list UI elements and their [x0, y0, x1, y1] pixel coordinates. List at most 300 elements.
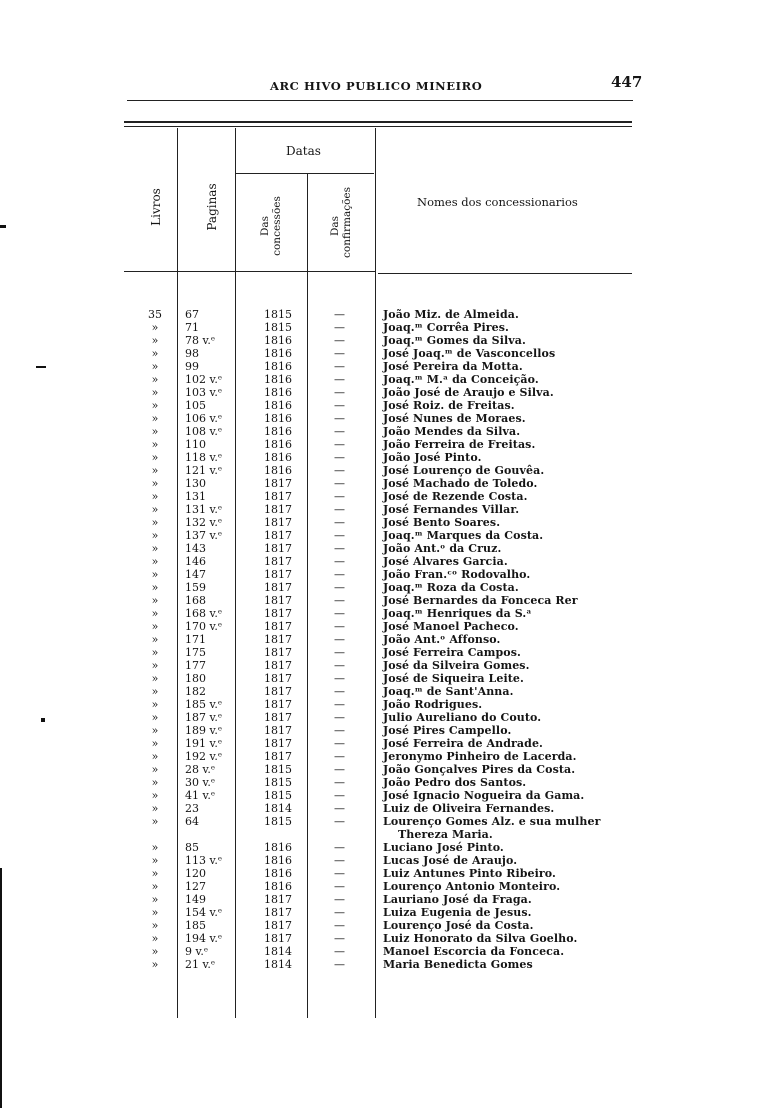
- confirmacao-cell: —: [334, 412, 345, 425]
- confirmacao-cell: —: [334, 568, 345, 581]
- pagina-cell: 147: [185, 568, 206, 581]
- table-row: [0, 906, 773, 919]
- pagina-cell: 146: [185, 555, 206, 568]
- confirmacao-cell: —: [334, 698, 345, 711]
- table-row: [0, 581, 773, 594]
- pagina-cell: 131: [185, 490, 206, 503]
- nome-cell: João Ant.ᵒ Affonso.: [383, 633, 501, 646]
- nome-cell: José Ignacio Nogueira da Gama.: [383, 789, 585, 802]
- livro-cell: »: [151, 776, 159, 789]
- nome-cell: Julio Aureliano do Couto.: [383, 711, 542, 724]
- pagina-cell: 30 v.ᵉ: [185, 776, 216, 789]
- pagina-cell: 159: [185, 581, 206, 594]
- table-row: [0, 607, 773, 620]
- pagina-cell: 192 v.ᵉ: [185, 750, 223, 763]
- nome-cell: João José de Araujo e Silva.: [383, 386, 554, 399]
- concessao-cell: 1815: [264, 815, 292, 828]
- livro-cell: »: [151, 594, 159, 607]
- concessao-cell: 1815: [264, 308, 292, 321]
- concessao-cell: 1817: [264, 594, 292, 607]
- confirmacao-cell: —: [334, 477, 345, 490]
- table-row: [0, 750, 773, 763]
- livro-cell: »: [151, 659, 159, 672]
- col-header-confirmacoes: [329, 186, 353, 266]
- pagina-cell: 67: [185, 308, 199, 321]
- confirmacao-cell: —: [334, 516, 345, 529]
- table-row: [0, 503, 773, 516]
- nome-cell: João Ferreira de Freitas.: [383, 438, 536, 451]
- concessao-cell: 1817: [264, 620, 292, 633]
- livro-cell: »: [151, 360, 159, 373]
- livro-cell: »: [151, 451, 159, 464]
- nome-cell: Lourenço Gomes Alz. e sua mulher: [383, 815, 601, 828]
- pagina-cell: 187 v.ᵉ: [185, 711, 223, 724]
- concessao-cell: 1816: [264, 399, 292, 412]
- concessao-cell: 1815: [264, 776, 292, 789]
- confirmacao-cell: —: [334, 633, 345, 646]
- livro-cell: »: [151, 815, 159, 828]
- nome-cell: José Machado de Toledo.: [383, 477, 538, 490]
- pagina-cell: 78 v.ᵉ: [185, 334, 216, 347]
- livro-cell: »: [151, 321, 159, 334]
- concessao-cell: 1816: [264, 386, 292, 399]
- concessao-cell: 1816: [264, 412, 292, 425]
- livro-cell: »: [151, 750, 159, 763]
- table-row: [0, 334, 773, 347]
- header-bottom-rule-left: [124, 271, 376, 272]
- confirmacao-cell: —: [334, 646, 345, 659]
- nome-cell: João Mendes da Silva.: [383, 425, 521, 438]
- table-row: [0, 685, 773, 698]
- nome-cell: João Gonçalves Pires da Costa.: [383, 763, 576, 776]
- livro-cell: »: [151, 542, 159, 555]
- confirmacao-cell: —: [334, 880, 345, 893]
- table-row: [0, 932, 773, 945]
- livro-cell: »: [151, 581, 159, 594]
- nome-cell: José da Silveira Gomes.: [383, 659, 530, 672]
- table-row: [0, 321, 773, 334]
- pagina-cell: 64: [185, 815, 199, 828]
- confirmacao-cell: —: [334, 347, 345, 360]
- nome-cell: João Rodrigues.: [383, 698, 483, 711]
- livro-cell: »: [151, 412, 159, 425]
- col-header-confirmacoes-text: Das confirmações: [329, 186, 353, 258]
- livro-cell: »: [151, 867, 159, 880]
- pagina-cell: 23: [185, 802, 199, 815]
- pagina-cell: 113 v.ᵉ: [185, 854, 223, 867]
- confirmacao-cell: —: [334, 438, 345, 451]
- header-bottom-rule-right: [378, 273, 632, 274]
- nome-cell: Lauriano José da Fraga.: [383, 893, 532, 906]
- livro-cell: »: [151, 373, 159, 386]
- concessao-cell: 1817: [264, 724, 292, 737]
- table-row: [0, 672, 773, 685]
- nome-cell: Lourenço José da Costa.: [383, 919, 534, 932]
- pagina-cell: 177: [185, 659, 206, 672]
- pagina-cell: 105: [185, 399, 206, 412]
- livro-cell: 35: [148, 308, 162, 321]
- running-header-title: ARC HIVO PUBLICO MINEIRO: [270, 79, 483, 93]
- nome-cell: Joaq.ᵐ Marques da Costa.: [383, 529, 544, 542]
- pagina-cell: 131 v.ᵉ: [185, 503, 223, 516]
- confirmacao-cell: —: [334, 958, 345, 971]
- nome-cell: Joaq.ᵐ de Sant'Anna.: [383, 685, 514, 698]
- confirmacao-cell: —: [334, 802, 345, 815]
- table-row: [0, 490, 773, 503]
- confirmacao-cell: —: [334, 425, 345, 438]
- nome-cell: José Ferreira de Andrade.: [383, 737, 543, 750]
- nome-cell: Joaq.ᵐ Roza da Costa.: [383, 581, 519, 594]
- concessao-cell: 1816: [264, 464, 292, 477]
- datas-group-header: [286, 144, 321, 158]
- nome-cell: João José Pinto.: [383, 451, 482, 464]
- concessao-cell: 1817: [264, 659, 292, 672]
- table-row: [0, 854, 773, 867]
- pagina-cell: 185 v.ᵉ: [185, 698, 223, 711]
- nome-cell: José Pires Campello.: [383, 724, 512, 737]
- livro-cell: »: [151, 763, 159, 776]
- concessao-cell: 1814: [264, 945, 292, 958]
- confirmacao-cell: —: [334, 373, 345, 386]
- livro-cell: »: [151, 672, 159, 685]
- livro-cell: »: [151, 555, 159, 568]
- table-row: [0, 308, 773, 321]
- nome-cell: José Nunes de Moraes.: [383, 412, 526, 425]
- pagina-cell: 108 v.ᵉ: [185, 425, 223, 438]
- table-top-rule: [124, 121, 632, 123]
- table-row: [0, 373, 773, 386]
- concessao-cell: 1814: [264, 958, 292, 971]
- confirmacao-cell: —: [334, 672, 345, 685]
- confirmacao-cell: —: [334, 854, 345, 867]
- livro-cell: »: [151, 464, 159, 477]
- livro-cell: »: [151, 646, 159, 659]
- concessao-cell: 1817: [264, 581, 292, 594]
- confirmacao-cell: —: [334, 464, 345, 477]
- concessao-cell: 1817: [264, 646, 292, 659]
- livro-cell: »: [151, 503, 159, 516]
- confirmacao-cell: —: [334, 932, 345, 945]
- concessao-cell: 1816: [264, 880, 292, 893]
- concessao-cell: 1817: [264, 893, 292, 906]
- nome-cell: Joaq.ᵐ Gomes da Silva.: [383, 334, 526, 347]
- nome-cell: João Pedro dos Santos.: [383, 776, 527, 789]
- table-row: [0, 841, 773, 854]
- table-row: [0, 399, 773, 412]
- confirmacao-cell: —: [334, 607, 345, 620]
- pagina-cell: 103 v.ᵉ: [185, 386, 223, 399]
- livro-cell: »: [151, 945, 159, 958]
- pagina-cell: 41 v.ᵉ: [185, 789, 216, 802]
- livro-cell: »: [151, 386, 159, 399]
- confirmacao-cell: —: [334, 399, 345, 412]
- table-row: [0, 555, 773, 568]
- table-row: [0, 880, 773, 893]
- pagina-cell: 180: [185, 672, 206, 685]
- pagina-cell: 28 v.ᵉ: [185, 763, 216, 776]
- pagina-cell: 185: [185, 919, 206, 932]
- margin-mark: [0, 225, 6, 228]
- confirmacao-cell: —: [334, 815, 345, 828]
- concessao-cell: 1817: [264, 685, 292, 698]
- nome-cell: José Ferreira Campos.: [383, 646, 521, 659]
- confirmacao-cell: —: [334, 334, 345, 347]
- nome-cell: Luiz Antunes Pinto Ribeiro.: [383, 867, 556, 880]
- table-row: [0, 646, 773, 659]
- nome-cell: Jeronymo Pinheiro de Lacerda.: [383, 750, 577, 763]
- livro-cell: »: [151, 347, 159, 360]
- nome-cell: José Roiz. de Freitas.: [383, 399, 515, 412]
- confirmacao-cell: —: [334, 776, 345, 789]
- pagina-cell: 191 v.ᵉ: [185, 737, 223, 750]
- livro-cell: »: [151, 958, 159, 971]
- concessao-cell: 1817: [264, 529, 292, 542]
- livro-cell: »: [151, 932, 159, 945]
- confirmacao-cell: —: [334, 308, 345, 321]
- pagina-cell: 106 v.ᵉ: [185, 412, 223, 425]
- nome-cell: José Fernandes Villar.: [383, 503, 520, 516]
- concessao-cell: 1816: [264, 425, 292, 438]
- concessao-cell: 1817: [264, 607, 292, 620]
- datas-label: Datas: [286, 144, 321, 158]
- livro-cell: »: [151, 919, 159, 932]
- concessao-cell: 1817: [264, 490, 292, 503]
- confirmacao-cell: —: [334, 945, 345, 958]
- pagina-cell: 120: [185, 867, 206, 880]
- pagina-cell: 168: [185, 594, 206, 607]
- livro-cell: »: [151, 854, 159, 867]
- nome-cell: Luiz de Oliveira Fernandes.: [383, 802, 555, 815]
- table-row: [0, 516, 773, 529]
- table-row: [0, 451, 773, 464]
- nome-cell: João Fran.ᶜᵒ Rodovalho.: [383, 568, 531, 581]
- confirmacao-cell: —: [334, 542, 345, 555]
- pagina-cell: 143: [185, 542, 206, 555]
- table-row: [0, 724, 773, 737]
- pagina-cell: 154 v.ᵉ: [185, 906, 223, 919]
- concessao-cell: 1817: [264, 919, 292, 932]
- nome-cell: Luciano José Pinto.: [383, 841, 504, 854]
- confirmacao-cell: —: [334, 841, 345, 854]
- col-header-paginas: Paginas: [205, 183, 219, 231]
- nome-cell: José Alvares Garcia.: [383, 555, 508, 568]
- pagina-cell: 21 v.ᵉ: [185, 958, 216, 971]
- nome-cell: José Bernardes da Fonceca Rer: [383, 594, 578, 607]
- nome-cell: Manoel Escorcia da Fonceca.: [383, 945, 565, 958]
- livro-cell: »: [151, 607, 159, 620]
- confirmacao-cell: —: [334, 581, 345, 594]
- nome-cell: José Lourenço de Gouvêa.: [383, 464, 545, 477]
- pagina-cell: 194 v.ᵉ: [185, 932, 223, 945]
- concessao-cell: 1816: [264, 373, 292, 386]
- table-row: [0, 958, 773, 971]
- table-row: [0, 477, 773, 490]
- concessao-cell: 1817: [264, 503, 292, 516]
- table-row: [0, 893, 773, 906]
- concessao-cell: 1817: [264, 542, 292, 555]
- confirmacao-cell: —: [334, 711, 345, 724]
- nome-cell: Maria Benedicta Gomes: [383, 958, 533, 971]
- concessao-cell: 1816: [264, 334, 292, 347]
- confirmacao-cell: —: [334, 503, 345, 516]
- confirmacao-cell: —: [334, 321, 345, 334]
- concessao-cell: 1816: [264, 451, 292, 464]
- confirmacao-cell: —: [334, 737, 345, 750]
- pagina-cell: 71: [185, 321, 199, 334]
- livro-cell: »: [151, 620, 159, 633]
- table-row: [0, 464, 773, 477]
- concessao-cell: 1815: [264, 763, 292, 776]
- confirmacao-cell: —: [334, 867, 345, 880]
- margin-mark: [0, 868, 2, 1108]
- livro-cell: »: [151, 477, 159, 490]
- pagina-cell: 175: [185, 646, 206, 659]
- livro-cell: »: [151, 516, 159, 529]
- confirmacao-cell: —: [334, 685, 345, 698]
- livro-cell: »: [151, 685, 159, 698]
- col-header-concessoes: [259, 186, 283, 266]
- col-header-nomes: Nomes dos concessionarios: [417, 195, 578, 209]
- livro-cell: »: [151, 529, 159, 542]
- table-row: [0, 412, 773, 425]
- concessao-cell: 1817: [264, 477, 292, 490]
- margin-mark: [36, 366, 46, 368]
- pagina-cell: 170 v.ᵉ: [185, 620, 223, 633]
- confirmacao-cell: —: [334, 763, 345, 776]
- confirmacao-cell: —: [334, 659, 345, 672]
- pagina-cell: 132 v.ᵉ: [185, 516, 223, 529]
- table-row: [0, 919, 773, 932]
- confirmacao-cell: —: [334, 750, 345, 763]
- nome-cell: Joaq.ᵐ Corrêa Pires.: [383, 321, 509, 334]
- table-row: [0, 698, 773, 711]
- table-row: [0, 828, 773, 841]
- table-row: [0, 386, 773, 399]
- livro-cell: »: [151, 906, 159, 919]
- table-row: [0, 425, 773, 438]
- concessao-cell: 1814: [264, 802, 292, 815]
- col-header-livros: Livros: [149, 188, 163, 226]
- livro-cell: »: [151, 334, 159, 347]
- pagina-cell: 98: [185, 347, 199, 360]
- concessao-cell: 1817: [264, 672, 292, 685]
- concessao-cell: 1816: [264, 360, 292, 373]
- concessao-cell: 1817: [264, 516, 292, 529]
- livro-cell: »: [151, 880, 159, 893]
- concessao-cell: 1815: [264, 789, 292, 802]
- table-row: [0, 815, 773, 828]
- livro-cell: »: [151, 802, 159, 815]
- livro-cell: »: [151, 789, 159, 802]
- pagina-cell: 149: [185, 893, 206, 906]
- table-row: [0, 633, 773, 646]
- nome-cell: Lucas José de Araujo.: [383, 854, 518, 867]
- nome-cell: João Ant.ᵒ da Cruz.: [383, 542, 502, 555]
- confirmacao-cell: —: [334, 789, 345, 802]
- confirmacao-cell: —: [334, 724, 345, 737]
- nome-cell: José de Rezende Costa.: [383, 490, 528, 503]
- pagina-cell: 9 v.ᵉ: [185, 945, 209, 958]
- nome-cell: José Pereira da Motta.: [383, 360, 523, 373]
- confirmacao-cell: —: [334, 386, 345, 399]
- nome-cell: José Joaq.ᵐ de Vasconcellos: [383, 347, 556, 360]
- table-row: [0, 594, 773, 607]
- pagina-cell: 137 v.ᵉ: [185, 529, 223, 542]
- concessao-cell: 1815: [264, 321, 292, 334]
- livro-cell: »: [151, 438, 159, 451]
- pagina-cell: 189 v.ᵉ: [185, 724, 223, 737]
- livro-cell: »: [151, 893, 159, 906]
- table-row: [0, 802, 773, 815]
- livro-cell: »: [151, 568, 159, 581]
- concessao-cell: 1816: [264, 841, 292, 854]
- livro-cell: »: [151, 490, 159, 503]
- concessao-cell: 1817: [264, 932, 292, 945]
- confirmacao-cell: —: [334, 490, 345, 503]
- table-row: [0, 347, 773, 360]
- confirmacao-cell: —: [334, 620, 345, 633]
- concessao-cell: 1816: [264, 867, 292, 880]
- livro-cell: »: [151, 698, 159, 711]
- concessao-cell: 1817: [264, 633, 292, 646]
- nome-cell: Lourenço Antonio Monteiro.: [383, 880, 561, 893]
- table-row: [0, 542, 773, 555]
- table-row: [0, 763, 773, 776]
- table-row: [0, 529, 773, 542]
- confirmacao-cell: —: [334, 529, 345, 542]
- livro-cell: »: [151, 425, 159, 438]
- pagina-cell: 121 v.ᵉ: [185, 464, 223, 477]
- table-row: [0, 568, 773, 581]
- concessao-cell: 1816: [264, 347, 292, 360]
- nome-cell: José de Siqueira Leite.: [383, 672, 524, 685]
- livro-cell: »: [151, 841, 159, 854]
- pagina-cell: 168 v.ᵉ: [185, 607, 223, 620]
- table-row: [0, 867, 773, 880]
- concessao-cell: 1817: [264, 555, 292, 568]
- table-row: [0, 711, 773, 724]
- livro-cell: »: [151, 711, 159, 724]
- header-rule: [127, 100, 633, 101]
- table-row: [0, 945, 773, 958]
- concessao-cell: 1817: [264, 568, 292, 581]
- page-number: 447: [611, 73, 643, 91]
- confirmacao-cell: —: [334, 919, 345, 932]
- confirmacao-cell: —: [334, 906, 345, 919]
- pagina-cell: 130: [185, 477, 206, 490]
- confirmacao-cell: —: [334, 451, 345, 464]
- nome-cell: João Miz. de Almeida.: [383, 308, 519, 321]
- table-row: [0, 776, 773, 789]
- concessao-cell: 1816: [264, 438, 292, 451]
- confirmacao-cell: —: [334, 360, 345, 373]
- pagina-cell: 118 v.ᵉ: [185, 451, 223, 464]
- table-row: [0, 737, 773, 750]
- pagina-cell: 85: [185, 841, 199, 854]
- pagina-cell: 171: [185, 633, 206, 646]
- concessao-cell: 1816: [264, 854, 292, 867]
- nome-cell: José Bento Soares.: [383, 516, 501, 529]
- table-row: [0, 789, 773, 802]
- nome-cell: Joaq.ᵐ Henriques da S.ᵃ: [383, 607, 532, 620]
- pagina-cell: 127: [185, 880, 206, 893]
- livro-cell: »: [151, 633, 159, 646]
- confirmacao-cell: —: [334, 893, 345, 906]
- concessao-cell: 1817: [264, 906, 292, 919]
- table-top-rule-thin: [124, 126, 632, 127]
- livro-cell: »: [151, 399, 159, 412]
- table-row: [0, 620, 773, 633]
